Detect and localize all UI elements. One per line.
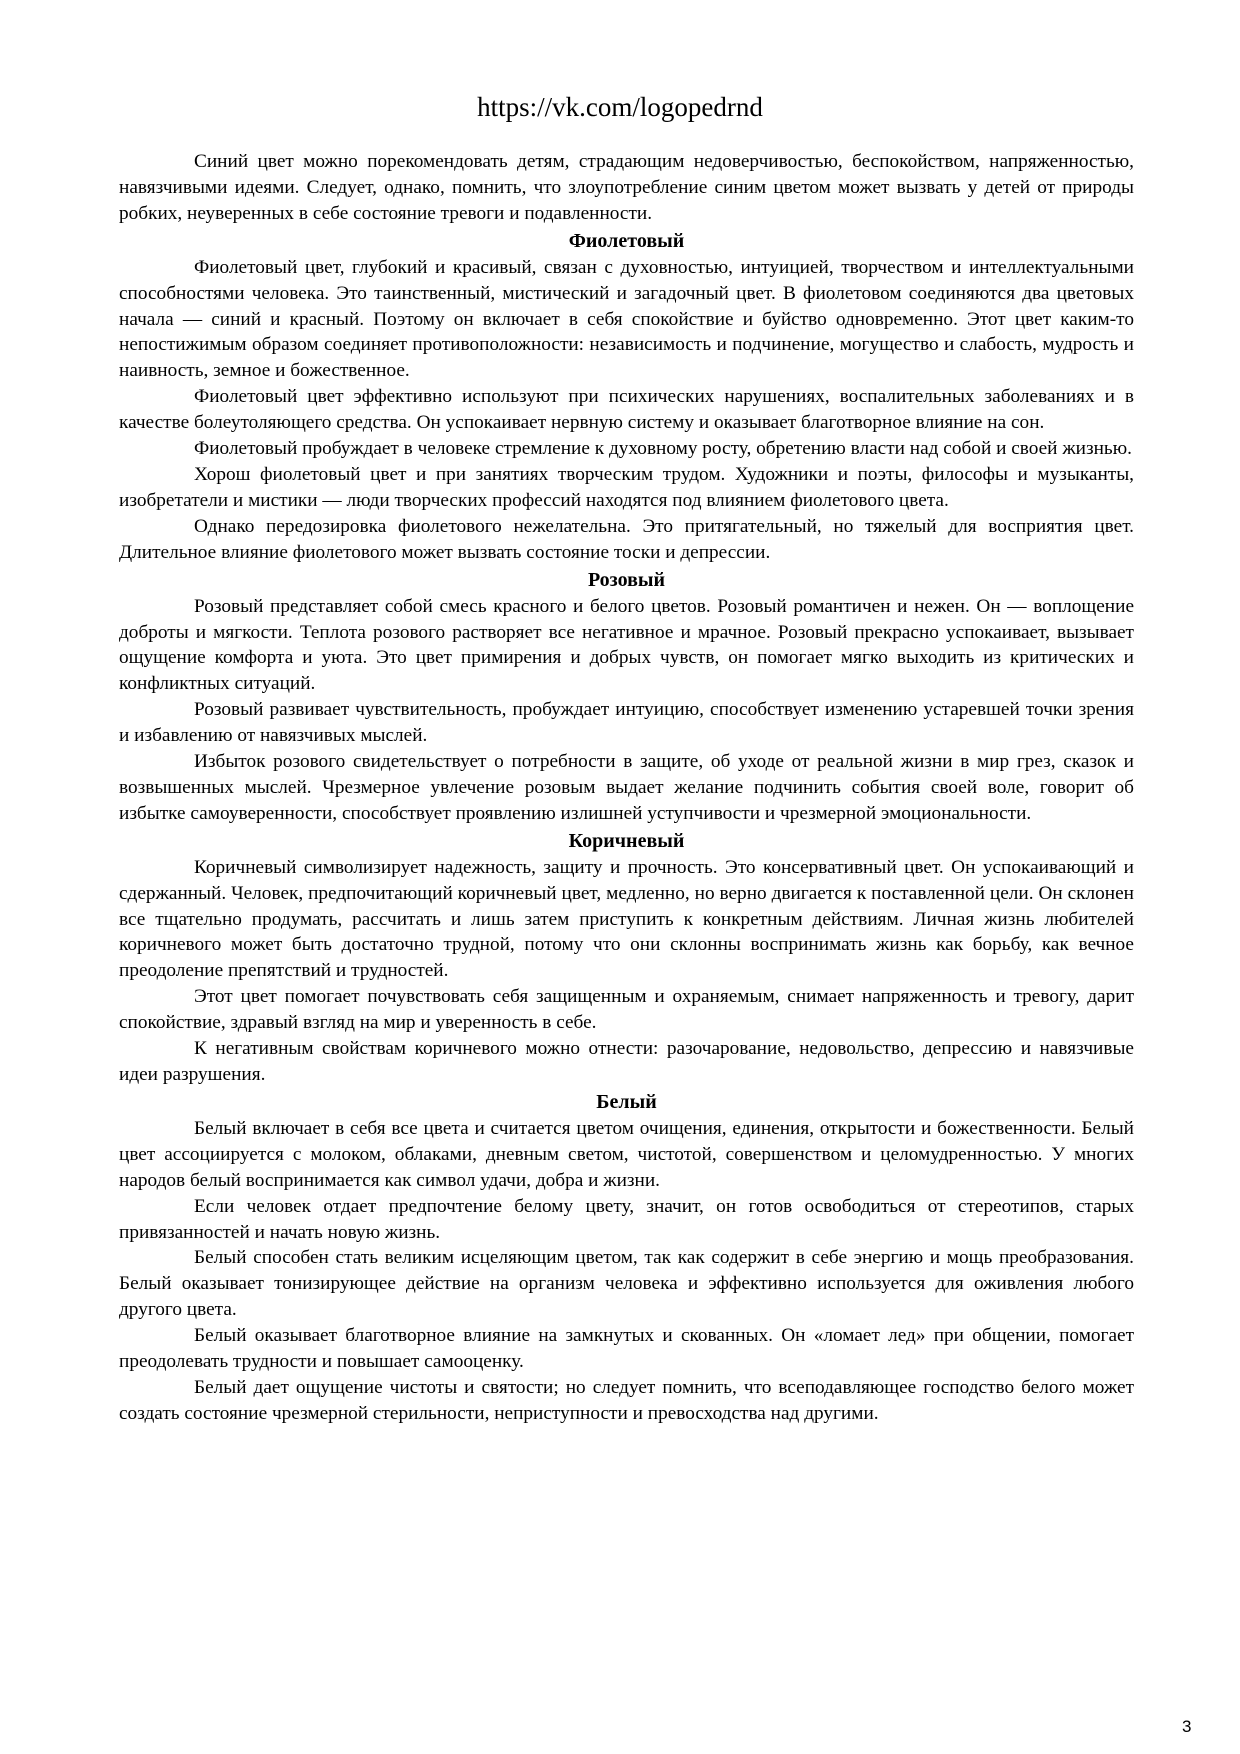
paragraph: Этот цвет помогает почувствовать себя защищенным и охраняемым, снимает напряженность и тревогу, дарит спокойствие, здравый взгляд на мир и уверенность в себе. — [119, 986, 1134, 1034]
intro-paragraph: Синий цвет можно порекомендовать детям, страдающим недоверчивостью, беспокойством, напряженностью, навязчивыми идеями. Следует, однако, помнить, что злоупотребление синим цветом может вызвать у детей от природы робких, неуверенных в себе состояние тревоги и подавленности. — [119, 151, 1134, 224]
paragraph: Коричневый символизирует надежность, защиту и прочность. Это консервативный цвет. Он успокаивающий и сдержанный. Человек, предпочитающий коричневый цвет, медленно, но верно двигается к поставленной цели. Он склонен все тщательно продумать, рассчитать и лишь затем приступить к конкретным действиям. Личная жизнь любителей коричневого может быть достаточно трудной, потому что они склонны воспринимать жизнь как борьбу, как вечное преодоление препятствий и трудностей. — [119, 856, 1134, 982]
document-body — [119, 149, 1134, 1427]
paragraph: Фиолетовый цвет эффективно используют при психических нарушениях, воспалительных заболеваниях и в качестве болеутоляющего средства. Он успокаивает нервную систему и оказывает благотворное влияние на сон. — [119, 386, 1134, 434]
paragraph: Однако передозировка фиолетового нежелательна. Это притягательный, но тяжелый для восприятия цвет. Длительное влияние фиолетового может вызвать состояние тоски и депрессии. — [119, 515, 1134, 563]
section-heading-brown: Коричневый — [568, 829, 685, 852]
paragraph: Белый дает ощущение чистоты и святости; но следует помнить, что всеподавляющее господство белого может создать состояние чрезмерной стерильности, неприступности и превосходства над другими. — [119, 1376, 1134, 1424]
section-heading-pink: Розовый — [587, 568, 666, 591]
paragraph: Фиолетовый пробуждает в человеке стремление к духовному росту, обретению власти над собой и своей жизнью. — [194, 438, 1132, 460]
section-heading-violet: Фиолетовый — [568, 229, 685, 252]
paragraph: Розовый представляет собой смесь красного и белого цветов. Розовый романтичен и нежен. Он — воплощение доброты и мягкости. Теплота розового растворяет все негативное и мрачное. Розовый прекрасно успокаивает, вызывает ощущение комфорта и уюта. Это цвет примирения и добрых чувств, он помогает мягко выходить из критических и конфликтных ситуаций. — [119, 595, 1134, 695]
paragraph: Розовый развивает чувствительность, пробуждает интуицию, способствует изменению устаревшей точки зрения и избавлению от навязчивых мыслей. — [119, 699, 1134, 747]
paragraph: Белый способен стать великим исцеляющим цветом, так как содержит в себе энергию и мощь преобразования. Белый оказывает тонизирующее действие на организм человека и эффективно используется для оживления любого другого цвета. — [119, 1247, 1134, 1321]
section-heading-white: Белый — [596, 1090, 657, 1113]
paragraph: Если человек отдает предпочтение белому цвету, значит, он готов освободиться от стереотипов, старых привязанностей и начать новую жизнь. — [119, 1195, 1134, 1243]
paragraph: Хорош фиолетовый цвет и при занятиях творческим трудом. Художники и поэты, философы и музыканты, изобретатели и мистики — люди творческих профессий находятся под влиянием фиолетового цвета. — [119, 463, 1134, 511]
paragraph: Белый оказывает благотворное влияние на замкнутых и скованных. Он «ломает лед» при общении, помогает преодолевать трудности и повышает самооценку. — [119, 1325, 1134, 1373]
page-header-url: https://vk.com/logopedrnd — [477, 92, 763, 122]
page-number: 3 — [1182, 1717, 1192, 1736]
paragraph: Фиолетовый цвет, глубокий и красивый, связан с духовностью, интуицией, творчеством и интеллектуальными способностями человека. Это таинственный, мистический и загадочный цвет. В фиолетовом соединяются два цветовых начала — синий и красный. Поэтому он включает в себя спокойствие и буйство одновременно. Этот цвет каким-то непостижимым образом соединяет противоположности: независимость и подчинение, могущество и слабость, мудрость и наивность, земное и божественное. — [119, 256, 1134, 382]
paragraph: Белый включает в себя все цвета и считается цветом очищения, единения, открытости и божественности. Белый цвет ассоциируется с молоком, облаками, дневным светом, чистотой, совершенством и целомудренностью. У многих народов белый воспринимается как символ удачи, добра и жизни. — [119, 1117, 1134, 1191]
paragraph: Избыток розового свидетельствует о потребности в защите, об уходе от реальной жизни в мир грез, сказок и возвышенных мыслей. Чрезмерное увлечение розовым выдает желание подчинить события своей воле, говорит об избытке самоуверенности, способствует проявлению излишней уступчивости и чрезмерной эмоциональности. — [119, 751, 1134, 824]
paragraph: К негативным свойствам коричневого можно отнести: разочарование, недовольство, депрессию и навязчивые идеи разрушения. — [119, 1038, 1134, 1085]
